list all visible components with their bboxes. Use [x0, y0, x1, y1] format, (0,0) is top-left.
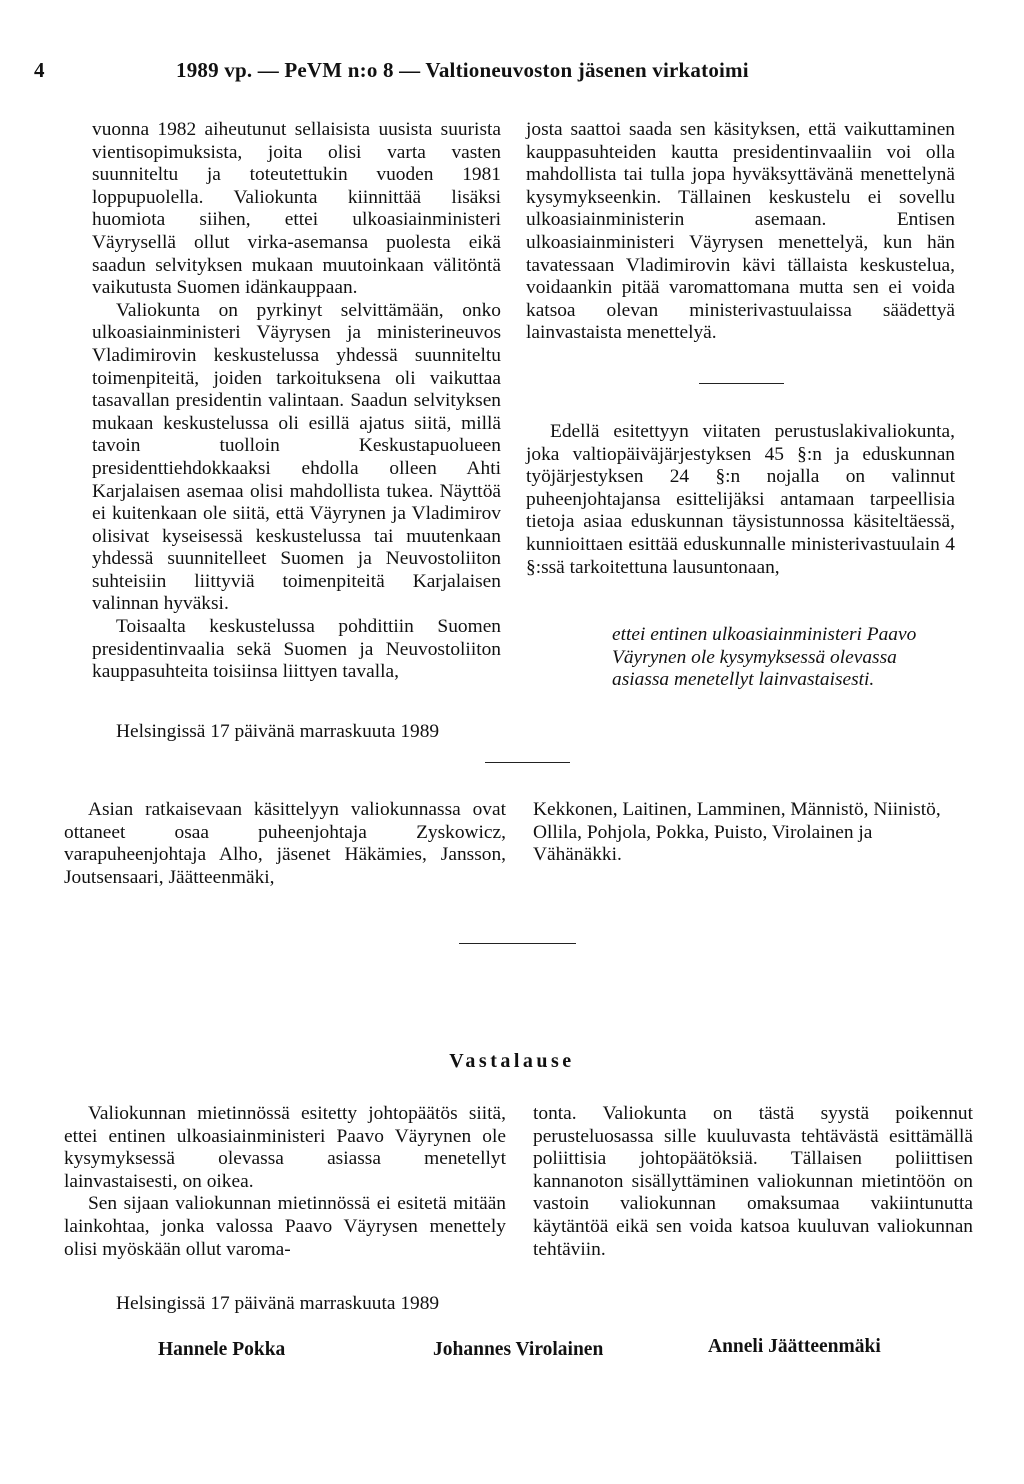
left-column-body: [92, 119, 501, 684]
signatory-name: Anneli Jäätteenmäki: [708, 1336, 881, 1357]
page-number: 4: [34, 58, 45, 82]
section-divider: [459, 943, 576, 944]
participants-text: Kekkonen, Laitinen, Lamminen, Männistö, Niinistö, Ollila, Pohjola, Pokka, Puisto, Virolainen ja Vähänäkki.: [533, 799, 941, 866]
participants-right: [533, 799, 957, 867]
body-paragraph: Valiokunnan mietinnössä esitetty johtopäätös siitä, ettei entinen ulkoasiainministeri Paavo Väyrynen ole kysymyksessä olevassa asiassa menetellyt lainvastaisesti, on oikea.: [64, 1103, 506, 1192]
body-paragraph: tonta. Valiokunta on tästä syystä poikennut perusteluosassa sille kuuluvasta tehtävästä esittämällä poliittisia johtopäätöksiä. Tällaisen poliittisen kannanoton sisällyttäminen valiokunnan mietintöön on vastoin valiokunnan omaksumaa vakiintunutta käytäntöä eikä sen voida katsoa kuuluvan valiokunnan tehtäviin.: [533, 1103, 973, 1260]
participants-text: Asian ratkaisevaan käsittelyyn valiokunnassa ovat ottaneet osaa puheenjohtaja Zyskowicz, varapuheenjohtaja Alho, jäsenet Häkämies, Jansson, Joutsensaari, Jäätteenmäki,: [64, 799, 506, 888]
section-divider: [699, 383, 784, 384]
body-paragraph: Valiokunta on pyrkinyt selvittämään, onko ulkoasiainministeri Väyrysen ja ministerineuvos Vladimirovin keskustelussa yhdessä suunniteltu toimenpiteitä, joiden tarkoituksena oli vaikuttaa tasavallan presidentin valintaan. Saadun selvityksen mukaan keskustelussa oli esillä ajatus siitä, millä tavoin tuolloin Keskustapuolueen presidenttiehdokkaaksi ehdolla olleen Ahti Karjalaisen asemaa olisi mahdollista tukea. Näyttöä ei kuitenkaan ole siitä, että Väyrynen ja Vladimirov olisivat kyseisessä keskustelussa tai muutenkaan yhdessä suunnitelleet Suomen ja Neuvostoliiton suhteisiin liittyviä toimenpiteitä Karjalaisen valinnan hyväksi.: [92, 299, 501, 615]
date-line: [92, 721, 532, 744]
participants-left: [64, 799, 506, 889]
signatory-name: Hannele Pokka: [158, 1339, 286, 1360]
running-title: 1989 vp. — PeVM n:o 8 — Valtioneuvoston jäsenen virkatoimi: [176, 58, 749, 82]
date-text: Helsingissä 17 päivänä marraskuuta 1989: [116, 721, 440, 742]
body-paragraph: Sen sijaan valiokunnan mietinnössä ei esitetä mitään lainkohtaa, jonka valossa Paavo Väyrysen menettely olisi myöskään ollut varoma-: [64, 1193, 506, 1260]
body-paragraph: Edellä esitettyyn viitaten perustuslakivaliokunta, joka valtiopäiväjärjestyksen 45 §:n ja eduskunnan työjärjestyksen 24 §:n nojalla on valinnut puheenjohtajansa esittelijäksi antamaan tarpeellisia tietoja asiaa eduskunnan täysistunnossa käsiteltäessä, kunnioittaen esittää eduskunnalle ministerivastuulain 4 §:ssä tarkoitettuna lausuntonaan,: [526, 421, 955, 578]
dissent-left-column: [64, 1103, 506, 1261]
date-text: Helsingissä 17 päivänä marraskuuta 1989: [116, 1293, 440, 1314]
body-paragraph: Toisaalta keskustelussa pohdittiin Suomen presidentinvaalia sekä Suomen ja Neuvostoliiton kauppasuhteita toisiinsa liittyen tavalla,: [92, 616, 501, 683]
body-paragraph: josta saattoi saada sen käsityksen, että vaikuttaminen kauppasuhteiden kautta presidentinvaaliin voi olla mahdollista tai tulla jopa hyväksyttävänä menettelynä kysymykseenkin. Tällainen keskustelu ei sovellu ulkoasiainministerin asemaan. Entisen ulkoasiainministeri Väyrysen menettelyä, kun hän tavatessaan Vladimirovin kävi tällaista keskustelua, voidaankin pitää varomattomana mutta sen ei voida katsoa olevan ministerivastuulaissa säädettyä lainvastaista menettelyä.: [526, 119, 955, 344]
dissent-date-line: [92, 1293, 532, 1316]
dissent-title: Vastalause: [449, 1050, 575, 1072]
signatory-name: Johannes Virolainen: [433, 1339, 604, 1360]
body-paragraph: vuonna 1982 aiheutunut sellaisista uusista suurista vientisopimuksista, joita olisi varta vasten suunniteltu ja toteutettukin vuoden 1981 loppupuolella. Valiokunta kiinnittää lisäksi huomiota siihen, ettei ulkoasiainministeri Väyrysellä ollut virka-asemansa puolesta eikä saadun selvityksen mukaan muutoinkaan välitöntä vaikutusta Suomen idänkauppaan.: [92, 119, 501, 299]
page-header: [34, 58, 994, 98]
section-divider: [485, 762, 570, 763]
conclusion-text: ettei entinen ulkoasiainministeri Paavo Väyrynen ole kysymyksessä olevassa asiassa menetellyt lainvastaisesti.: [612, 624, 917, 691]
conclusion-statement: [612, 624, 955, 692]
right-column-body: [526, 119, 955, 345]
resolution-paragraph: [526, 421, 955, 579]
dissent-right-column: [533, 1103, 973, 1261]
